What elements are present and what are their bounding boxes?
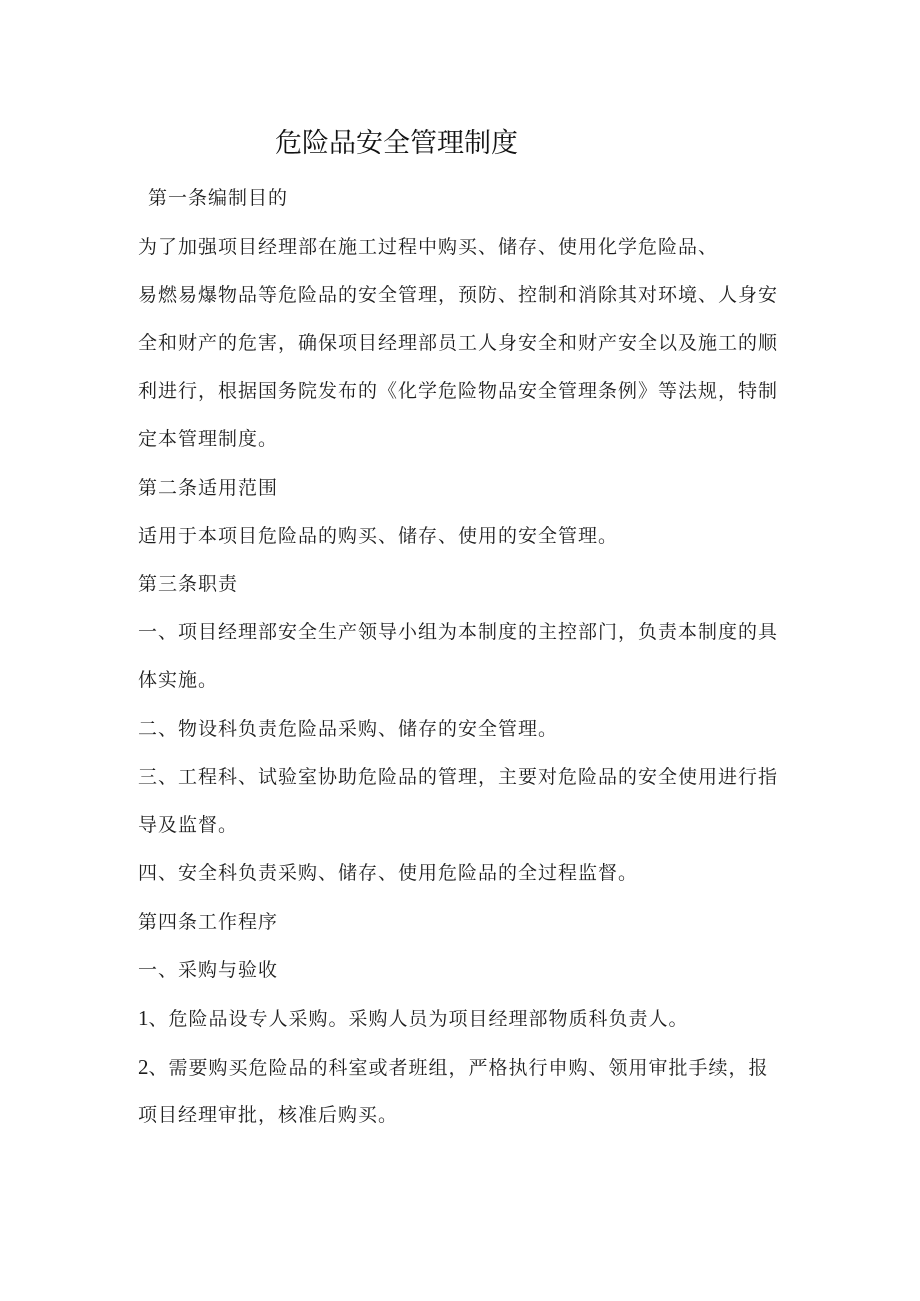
list-item — [138, 1004, 689, 1033]
paragraph-line: 定本管理制度。 — [138, 428, 279, 450]
article-4-heading: 第四条工作程序 — [138, 911, 279, 933]
item-text: 、危险品设专人采购。采购人员为项目经理部物质科负责人。 — [148, 1008, 689, 1030]
paragraph-line: 四、安全科负责采购、储存、使用危险品的全过程监督。 — [138, 862, 639, 884]
paragraph-line: 体实施。 — [138, 669, 219, 691]
paragraph-line: 利进行，根据国务院发布的《化学危险物品安全管理条例》等法规，特制 — [138, 380, 779, 402]
paragraph-line: 适用于本项目危险品的购买、储存、使用的安全管理。 — [138, 525, 619, 547]
article-3-heading: 第三条职责 — [138, 573, 239, 595]
item-number: 2 — [138, 1055, 149, 1079]
paragraph-line: 一、项目经理部安全生产领导小组为本制度的主控部门，负责本制度的具 — [138, 621, 779, 643]
item-text: 、需要购买危险品的科室或者班组，严格执行申购、领用审批手续，报 — [148, 1057, 769, 1079]
paragraph-line: 全和财产的危害，确保项目经理部员工人身安全和财产安全以及施工的顺 — [138, 332, 779, 354]
paragraph-line: 三、工程科、试验室协助危险品的管理，主要对危险品的安全使用进行指 — [138, 766, 779, 788]
item-number: 1 — [138, 1006, 149, 1030]
article-1-heading: 第一条编制目的 — [148, 187, 289, 209]
paragraph-line: 易燃易爆物品等危险品的安全管理，预防、控制和消除其对环境、人身安 — [138, 284, 779, 306]
paragraph-line: 导及监督。 — [138, 814, 239, 836]
document-title: 危险品安全管理制度 — [275, 128, 518, 159]
list-item — [138, 1053, 769, 1082]
article-2-heading: 第二条适用范围 — [138, 477, 279, 499]
paragraph-line: 为了加强项目经理部在施工过程中购买、储存、使用化学危险品、 — [138, 236, 719, 258]
section-heading: 一、采购与验收 — [138, 959, 279, 981]
paragraph-line: 二、物设科负责危险品采购、储存的安全管理。 — [138, 718, 559, 740]
paragraph-line: 项目经理审批，核准后购买。 — [138, 1104, 399, 1126]
